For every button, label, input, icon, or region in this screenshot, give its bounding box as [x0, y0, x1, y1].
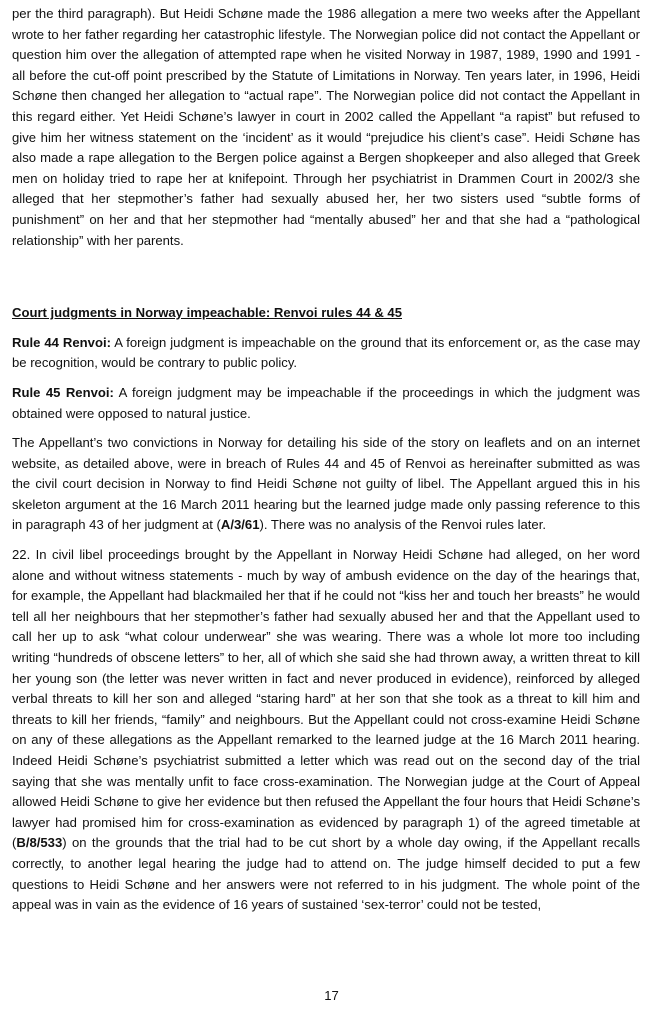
- document-page: [12, 4, 640, 916]
- rule-45-paragraph: [12, 383, 640, 424]
- rule-44-text: A foreign judgment is impeachable on the ground that its enforcement or, as the case may be recognition, would be contrary to public policy.: [12, 334, 640, 371]
- rule-44-paragraph: [12, 333, 640, 374]
- rule-44-label: Rule 44 Renvoi:: [12, 334, 111, 350]
- reference-a-3-61: A/3/61: [220, 517, 260, 533]
- rule-45-text: A foreign judgment may be impeachable if the proceedings in which the judgment was obtained were opposed to natural justice.: [12, 384, 640, 421]
- paragraph-22-text-b: ) on the grounds that the trial had to be cut short by a whole day owing, if the Appellant recalls correctly, to another legal hearing the judge had to attend on. The judge himself decided to put a few questions to Heidi Schøne and her answers were not referred to in his judgment. The whole point of the appeal was in vain as the evidence of 16 years of sustained ‘sex-terror’ could not be tested,: [12, 835, 640, 913]
- paragraph-22-text-a: 22. In civil libel proceedings brought by the Appellant in Norway Heidi Schøne had alleged, on her word alone and without witness statements - much by way of ambush evidence on the day of the hearings that, for example, the Appellant had blackmailed her that if he could not “kiss her and touch her breasts” he would tell all her neighbours that her stepmother’s father had sexually abused her and that the Appellant used to call her up to ask “what colour underwear” she was wearing. There was a whole lot more too including writing “hundreds of obscene letters” to her, all of which she said she had thrown away, a written threat to kill her young son (the letter was never written in fact and never produced in evidence), reinforced by alleged verbal threats to kill her son and alleged “staring hard” at her son that she took as a threat to kill him and threats to kill her friends, “family” and neighbours. But the Appellant could not cross-examine Heidi Schøne on any of these allegations as the Appellant remarked to the learned judge at the 16 March 2011 hearing. Indeed Heidi Schøne’s psychiatrist submitted a letter which was read out on the second day of the trial saying that she was mentally unfit to face cross-examination. The Norwegian judge at the Court of Appeal allowed Heidi Schøne to give her evidence but then refused the Appellant the four hours that Heidi Schøne’s lawyer had promised him for cross-examination as evidenced by paragraph 1) of the agreed timetable at (: [12, 547, 640, 851]
- paragraph-convictions-text-b: ). There was no analysis of the Renvoi rules later.: [259, 517, 546, 533]
- page-number: 17: [324, 988, 339, 1003]
- paragraph-22: [12, 545, 640, 916]
- rule-45-label: Rule 45 Renvoi:: [12, 384, 114, 400]
- section-heading: Court judgments in Norway impeachable: Renvoi rules 44 & 45: [12, 305, 402, 321]
- reference-b-8-533: B/8/533: [16, 835, 63, 851]
- paragraph-convictions-text-a: The Appellant’s two convictions in Norway for detailing his side of the story on leaflets and on an internet website, as detailed above, were in breach of Rules 44 and 45 of Renvoi as hereinafter submitted as was the civil court decision in Norway to find Heidi Schøne not guilty of libel. The Appellant argued this in his skeleton argument at the 16 March 2011 hearing but the learned judge made only passing reference to this in paragraph 43 of her judgment at (: [12, 435, 640, 533]
- paragraph-third-allegation: per the third paragraph). But Heidi Schøne made the 1986 allegation a mere two weeks after the Appellant wrote to her father regarding her catastrophic lifestyle. The Norwegian police did not contact the Appellant or question him over the allegation of attempted rape when he visited Norway in 1987, 1989, 1990 and 1991 - all before the cut-off point prescribed by the Statute of Limitations in Norway. Ten years later, in 1996, Heidi Schøne then changed her allegation to “actual rape”. The Norwegian police did not contact the Appellant in this regard either. Yet Heidi Schøne’s lawyer in court in 2002 called the Appellant “a rapist” but refused to give him her witness statement on the ‘incident’ as it would “prejudice his client’s case”. Heidi Schøne has also made a rape allegation to the Bergen police against a Bergen shopkeeper and also alleged that Greek men on holiday tried to rape her at knifepoint. Through her psychiatrist in Drammen Court in 2002/3 she alleged that her stepmother’s father had sexually abused her, her two sisters used “subtle forms of punishment” on her and that her stepmother had “mentally abused” her and that she had a “pathological relationship” with her parents.: [12, 6, 640, 248]
- paragraph-convictions: [12, 433, 640, 536]
